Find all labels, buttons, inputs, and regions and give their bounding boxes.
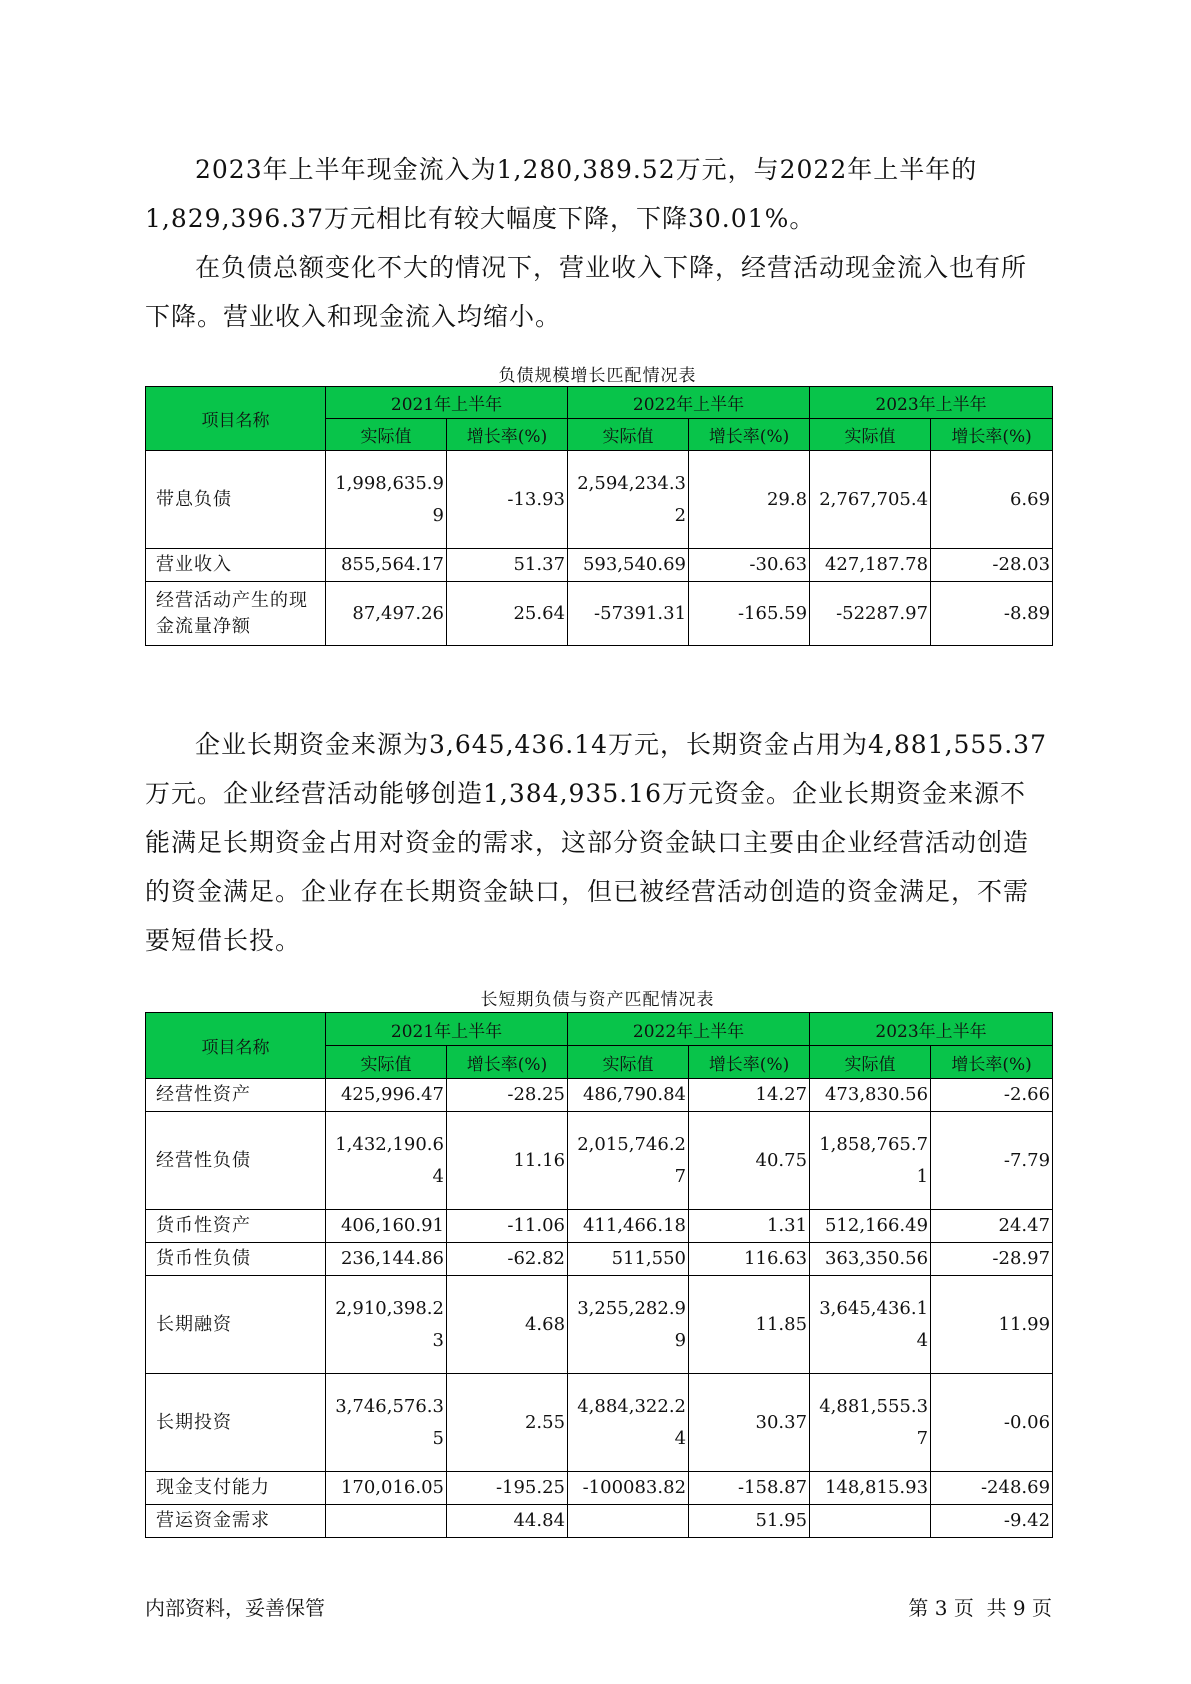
table1-header-growth: 增长率(%) bbox=[689, 419, 810, 451]
cell-growth: -11.06 bbox=[447, 1210, 568, 1243]
cell-growth: -30.63 bbox=[689, 549, 810, 582]
cell-value: 1,858,765.71 bbox=[810, 1112, 931, 1210]
cell-value: 3,746,576.35 bbox=[326, 1374, 447, 1472]
asset-liability-table bbox=[145, 1012, 1053, 1538]
cell-value: 511,550 bbox=[568, 1243, 689, 1276]
cell-growth: -7.79 bbox=[931, 1112, 1053, 1210]
row-name: 经营性负债 bbox=[146, 1112, 326, 1210]
cell-value: 855,564.17 bbox=[326, 549, 447, 582]
table-row bbox=[146, 1079, 1053, 1112]
footer-confidential: 内部资料，妥善保管 bbox=[145, 1596, 325, 1620]
row-name: 营业收入 bbox=[146, 549, 326, 582]
cell-growth: 24.47 bbox=[931, 1210, 1053, 1243]
cell-growth: -28.25 bbox=[447, 1079, 568, 1112]
cell-value bbox=[568, 1505, 689, 1538]
cell-value: 363,350.56 bbox=[810, 1243, 931, 1276]
cell-value: 87,497.26 bbox=[326, 582, 447, 646]
table2-header-growth: 增长率(%) bbox=[689, 1046, 810, 1079]
table-row bbox=[146, 582, 1053, 646]
table-row bbox=[146, 1243, 1053, 1276]
cell-growth: -28.97 bbox=[931, 1243, 1053, 1276]
cell-value: 4,884,322.24 bbox=[568, 1374, 689, 1472]
cell-value: 236,144.86 bbox=[326, 1243, 447, 1276]
row-name: 现金支付能力 bbox=[146, 1472, 326, 1505]
table2-header-actual: 实际值 bbox=[568, 1046, 689, 1079]
cell-value: -57391.31 bbox=[568, 582, 689, 646]
cell-value bbox=[810, 1505, 931, 1538]
table1-header-actual: 实际值 bbox=[326, 419, 447, 451]
cell-growth: 44.84 bbox=[447, 1505, 568, 1538]
paragraph-long-term-funds: 企业长期资金来源为3,645,436.14万元，长期资金占用为4,881,555.37万元。企业经营活动能够创造1,384,935.16万元资金。企业长期资金来源不能满足长期资金占用对资金的需求，这部分资金缺口主要由企业经营活动创造的资金满足。企业存在长期资金缺口，但已被经营活动创造的资金满足，不需要短借长投。 bbox=[145, 730, 1047, 955]
cell-growth: -2.66 bbox=[931, 1079, 1053, 1112]
table1-header-name: 项目名称 bbox=[146, 387, 326, 451]
table-row bbox=[146, 1112, 1053, 1210]
table1-caption: 负债规模增长匹配情况表 bbox=[498, 366, 697, 386]
cell-growth: 30.37 bbox=[689, 1374, 810, 1472]
row-name: 营运资金需求 bbox=[146, 1505, 326, 1538]
cell-growth: -0.06 bbox=[931, 1374, 1053, 1472]
cell-growth: -195.25 bbox=[447, 1472, 568, 1505]
table2-header-period: 2023年上半年 bbox=[810, 1013, 1053, 1046]
cell-value: 2,910,398.23 bbox=[326, 1276, 447, 1374]
table2-header-actual: 实际值 bbox=[810, 1046, 931, 1079]
table2-header-period: 2022年上半年 bbox=[568, 1013, 810, 1046]
row-name: 经营活动产生的现金流量净额 bbox=[146, 582, 326, 646]
cell-growth: 25.64 bbox=[447, 582, 568, 646]
cell-growth: 51.37 bbox=[447, 549, 568, 582]
cell-growth: -28.03 bbox=[931, 549, 1053, 582]
cell-growth: 4.68 bbox=[447, 1276, 568, 1374]
cell-growth: 116.63 bbox=[689, 1243, 810, 1276]
cell-value: 486,790.84 bbox=[568, 1079, 689, 1112]
table2-header-period: 2021年上半年 bbox=[326, 1013, 568, 1046]
row-name: 带息负债 bbox=[146, 451, 326, 549]
cell-growth: 1.31 bbox=[689, 1210, 810, 1243]
cell-value: 1,998,635.99 bbox=[326, 451, 447, 549]
cell-growth: -158.87 bbox=[689, 1472, 810, 1505]
table-row bbox=[146, 1210, 1053, 1243]
table1-header-period: 2022年上半年 bbox=[568, 387, 810, 419]
table1-header-period: 2023年上半年 bbox=[810, 387, 1053, 419]
cell-value: 4,881,555.37 bbox=[810, 1374, 931, 1472]
cell-value: -100083.82 bbox=[568, 1472, 689, 1505]
table2-header-name: 项目名称 bbox=[146, 1013, 326, 1079]
table-row bbox=[146, 1374, 1053, 1472]
table-row bbox=[146, 451, 1053, 549]
cell-value: 2,594,234.32 bbox=[568, 451, 689, 549]
table2-header-actual: 实际值 bbox=[326, 1046, 447, 1079]
cell-growth: -62.82 bbox=[447, 1243, 568, 1276]
cell-growth: 6.69 bbox=[931, 451, 1053, 549]
paragraph-liability-summary: 在负债总额变化不大的情况下，营业收入下降，经营活动现金流入也有所下降。营业收入和现金流入均缩小。 bbox=[145, 253, 1028, 331]
cell-value: 406,160.91 bbox=[326, 1210, 447, 1243]
cell-growth: 11.85 bbox=[689, 1276, 810, 1374]
cell-value: -52287.97 bbox=[810, 582, 931, 646]
cell-value: 3,645,436.14 bbox=[810, 1276, 931, 1374]
cell-value: 148,815.93 bbox=[810, 1472, 931, 1505]
cell-value: 593,540.69 bbox=[568, 549, 689, 582]
cell-growth: 11.99 bbox=[931, 1276, 1053, 1374]
table1-header-growth: 增长率(%) bbox=[447, 419, 568, 451]
cell-value: 425,996.47 bbox=[326, 1079, 447, 1112]
cell-value: 512,166.49 bbox=[810, 1210, 931, 1243]
table1-header-growth: 增长率(%) bbox=[931, 419, 1053, 451]
debt-growth-table bbox=[145, 386, 1053, 646]
cell-growth: -165.59 bbox=[689, 582, 810, 646]
cell-growth: 40.75 bbox=[689, 1112, 810, 1210]
cell-growth: -248.69 bbox=[931, 1472, 1053, 1505]
cell-growth: 51.95 bbox=[689, 1505, 810, 1538]
table2-header-growth: 增长率(%) bbox=[931, 1046, 1053, 1079]
row-name: 长期融资 bbox=[146, 1276, 326, 1374]
cell-value: 170,016.05 bbox=[326, 1472, 447, 1505]
table2-header-growth: 增长率(%) bbox=[447, 1046, 568, 1079]
cell-value: 2,015,746.27 bbox=[568, 1112, 689, 1210]
table-row bbox=[146, 1472, 1053, 1505]
row-name: 货币性资产 bbox=[146, 1210, 326, 1243]
table-row bbox=[146, 549, 1053, 582]
cell-value: 1,432,190.64 bbox=[326, 1112, 447, 1210]
table-row bbox=[146, 1276, 1053, 1374]
cell-value: 3,255,282.99 bbox=[568, 1276, 689, 1374]
cell-growth: 11.16 bbox=[447, 1112, 568, 1210]
cell-growth: 14.27 bbox=[689, 1079, 810, 1112]
cell-value: 473,830.56 bbox=[810, 1079, 931, 1112]
table-row bbox=[146, 1505, 1053, 1538]
table1-header-period: 2021年上半年 bbox=[326, 387, 568, 419]
table1-header-actual: 实际值 bbox=[568, 419, 689, 451]
row-name: 经营性资产 bbox=[146, 1079, 326, 1112]
table2-caption: 长短期负债与资产匹配情况表 bbox=[480, 990, 715, 1010]
paragraph-cash-inflow: 2023年上半年现金流入为1,280,389.52万元，与2022年上半年的1,829,396.37万元相比有较大幅度下降，下降30.01%。 bbox=[145, 155, 978, 233]
cell-value: 411,466.18 bbox=[568, 1210, 689, 1243]
row-name: 长期投资 bbox=[146, 1374, 326, 1472]
cell-growth: -9.42 bbox=[931, 1505, 1053, 1538]
cell-growth: -13.93 bbox=[447, 451, 568, 549]
row-name: 货币性负债 bbox=[146, 1243, 326, 1276]
cell-growth: 2.55 bbox=[447, 1374, 568, 1472]
cell-value: 2,767,705.4 bbox=[810, 451, 931, 549]
cell-value bbox=[326, 1505, 447, 1538]
cell-growth: -8.89 bbox=[931, 582, 1053, 646]
cell-growth: 29.8 bbox=[689, 451, 810, 549]
cell-value: 427,187.78 bbox=[810, 549, 931, 582]
table1-header-actual: 实际值 bbox=[810, 419, 931, 451]
footer-page-number: 第 3 页 共 9 页 bbox=[908, 1596, 1052, 1620]
